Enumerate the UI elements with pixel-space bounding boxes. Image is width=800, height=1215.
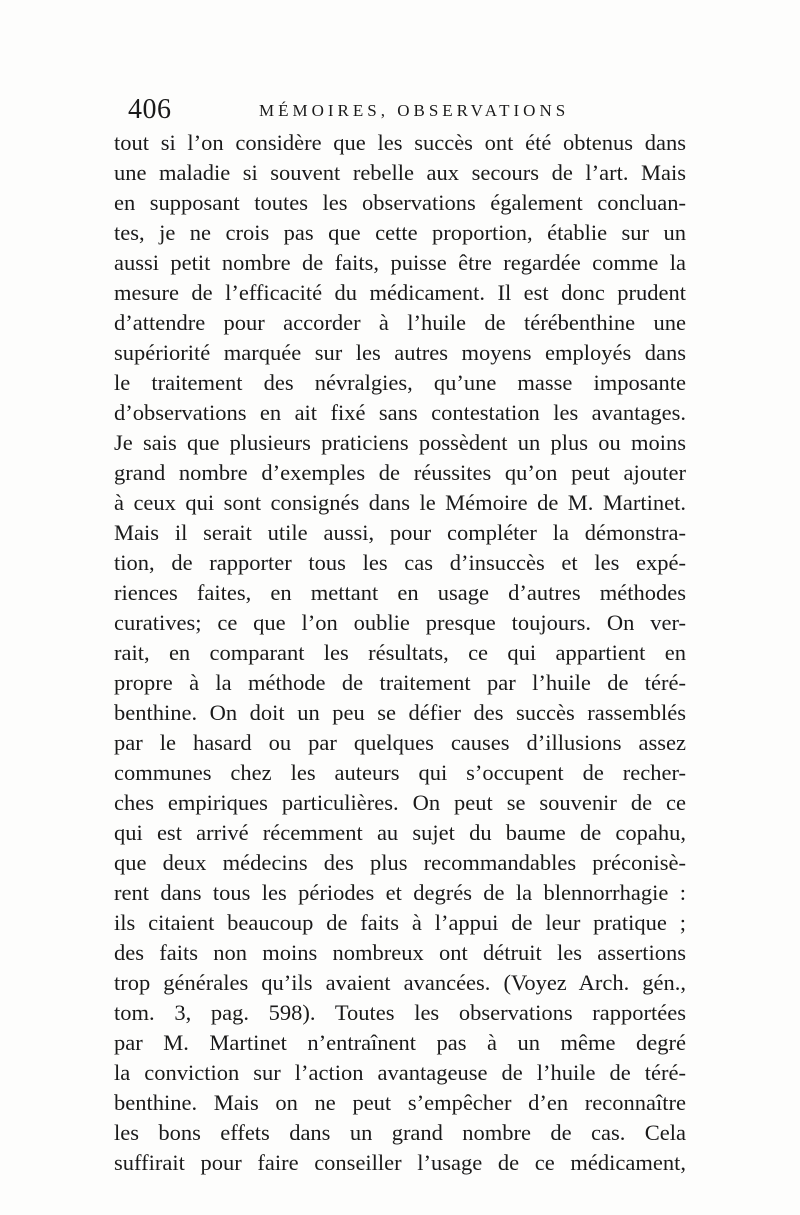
text-line: communes chez les auteurs qui s’occupent de recher- bbox=[114, 760, 686, 785]
text-line: benthine. Mais on ne peut s’empêcher d’en reconnaître bbox=[114, 1090, 686, 1115]
page-header bbox=[124, 92, 684, 128]
text-line: supériorité marquée sur les autres moyens employés dans bbox=[114, 340, 686, 365]
text-line: ils citaient beaucoup de faits à l’appui de leur pratique ; bbox=[114, 910, 686, 935]
text-line: grand nombre d’exemples de réussites qu’on peut ajouter bbox=[114, 460, 686, 485]
page-number: 406 bbox=[128, 94, 172, 125]
text-line: tes, je ne crois pas que cette proportion, établie sur un bbox=[114, 220, 686, 245]
text-line: suffirait pour faire conseiller l’usage de ce médicament, bbox=[114, 1150, 686, 1175]
text-line: tout si l’on considère que les succès ont été obtenus dans bbox=[114, 130, 686, 155]
text-line: curatives; ce que l’on oublie presque toujours. On ver- bbox=[114, 610, 686, 635]
text-line: mesure de l’efficacité du médicament. Il est donc prudent bbox=[114, 280, 686, 305]
text-line: benthine. On doit un peu se défier des succès rassemblés bbox=[114, 700, 686, 725]
text-line: le traitement des névralgies, qu’une masse imposante bbox=[114, 370, 686, 395]
text-line: aussi petit nombre de faits, puisse être regardée comme la bbox=[114, 250, 686, 275]
text-line: par M. Martinet n’entraînent pas à un même degré bbox=[114, 1030, 686, 1055]
text-line: en supposant toutes les observations également concluan- bbox=[114, 190, 686, 215]
text-line: trop générales qu’ils avaient avancées. (Voyez Arch. gén., bbox=[114, 970, 686, 995]
text-line: à ceux qui sont consignés dans le Mémoire de M. Martinet. bbox=[114, 490, 686, 515]
text-line: d’attendre pour accorder à l’huile de térébenthine une bbox=[114, 310, 686, 335]
text-line: rait, en comparant les résultats, ce qui appartient en bbox=[114, 640, 686, 665]
text-line: Mais il serait utile aussi, pour compléter la démonstra- bbox=[114, 520, 686, 545]
text-line: propre à la méthode de traitement par l’huile de téré- bbox=[114, 670, 686, 695]
text-line: ches empiriques particulières. On peut se souvenir de ce bbox=[114, 790, 686, 815]
text-line: une maladie si souvent rebelle aux secours de l’art. Mais bbox=[114, 160, 686, 185]
running-head: MÉMOIRES, OBSERVATIONS bbox=[259, 101, 570, 120]
text-line: tom. 3, pag. 598). Toutes les observations rapportées bbox=[114, 1000, 686, 1025]
text-line: des faits non moins nombreux ont détruit les assertions bbox=[114, 940, 686, 965]
text-line: les bons effets dans un grand nombre de cas. Cela bbox=[114, 1120, 686, 1145]
text-line: que deux médecins des plus recommandables préconisè- bbox=[114, 850, 686, 875]
body-text bbox=[114, 128, 686, 1178]
text-line: rent dans tous les périodes et degrés de la blennorrhagie : bbox=[114, 880, 686, 905]
text-line: Je sais que plusieurs praticiens possèdent un plus ou moins bbox=[114, 430, 686, 455]
text-line: qui est arrivé récemment au sujet du baume de copahu, bbox=[114, 820, 686, 845]
text-line: riences faites, en mettant en usage d’autres méthodes bbox=[114, 580, 686, 605]
text-line: la conviction sur l’action avantageuse de l’huile de téré- bbox=[114, 1060, 686, 1085]
text-line: par le hasard ou par quelques causes d’illusions assez bbox=[114, 730, 686, 755]
text-line: tion, de rapporter tous les cas d’insuccès et les expé- bbox=[114, 550, 686, 575]
text-line: d’observations en ait fixé sans contestation les avantages. bbox=[114, 400, 686, 425]
